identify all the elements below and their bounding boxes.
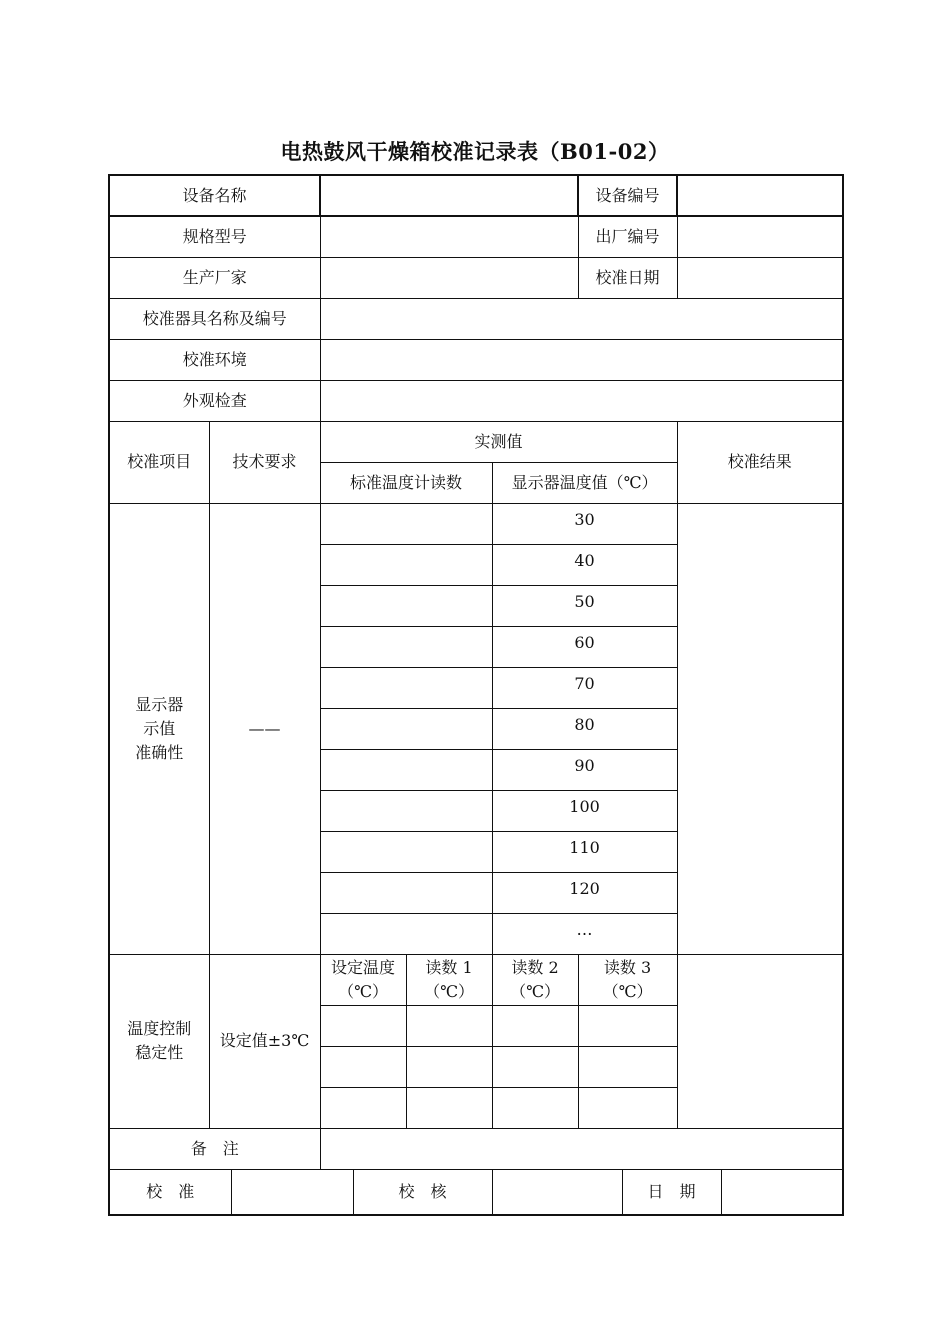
reading-1-cell[interactable] [406, 1087, 492, 1128]
header-display-value: 显示器温度值（℃） [492, 462, 677, 503]
header-std-reading: 标准温度计读数 [320, 462, 492, 503]
std-reading-cell[interactable] [320, 503, 492, 544]
environment-field[interactable] [320, 339, 843, 380]
header-result: 校准结果 [677, 421, 843, 503]
calib-date-field[interactable] [677, 257, 843, 298]
set-temp-cell[interactable] [320, 1087, 406, 1128]
result-temp-stability[interactable] [677, 954, 843, 1128]
device-name-field[interactable] [320, 175, 578, 216]
display-point: 90 [492, 749, 677, 790]
std-reading-cell[interactable] [320, 913, 492, 954]
std-reading-cell[interactable] [320, 626, 492, 667]
reading-3-cell[interactable] [578, 1046, 677, 1087]
device-no-field[interactable] [677, 175, 843, 216]
reading-3-cell[interactable] [578, 1087, 677, 1128]
set-temp-cell[interactable] [320, 1005, 406, 1046]
label-remark: 备 注 [109, 1128, 320, 1169]
checker-field[interactable] [492, 1169, 622, 1215]
label-model: 规格型号 [109, 216, 320, 257]
reading-2-cell[interactable] [492, 1087, 578, 1128]
date-field[interactable] [721, 1169, 843, 1215]
manufacturer-field[interactable] [320, 257, 578, 298]
display-point: 80 [492, 708, 677, 749]
reading-2-cell[interactable] [492, 1046, 578, 1087]
set-temp-cell[interactable] [320, 1046, 406, 1087]
calibrator-field[interactable] [231, 1169, 353, 1215]
item-temp-stability: 温度控制 稳定性 [109, 954, 209, 1128]
std-reading-cell[interactable] [320, 667, 492, 708]
label-calibrator: 校 准 [109, 1169, 231, 1215]
reading-3-cell[interactable] [578, 1005, 677, 1046]
display-point: 30 [492, 503, 677, 544]
std-reading-cell[interactable] [320, 708, 492, 749]
label-calib-date: 校准日期 [578, 257, 677, 298]
header-requirement: 技术要求 [209, 421, 320, 503]
label-checker: 校 核 [353, 1169, 492, 1215]
header-reading-2: 读数 2 （℃） [492, 954, 578, 1005]
appearance-field[interactable] [320, 380, 843, 421]
label-device-name: 设备名称 [109, 175, 320, 216]
result-display-accuracy[interactable] [677, 503, 843, 954]
label-manufacturer: 生产厂家 [109, 257, 320, 298]
label-date: 日 期 [622, 1169, 721, 1215]
std-reading-cell[interactable] [320, 544, 492, 585]
std-reading-cell[interactable] [320, 749, 492, 790]
model-field[interactable] [320, 216, 578, 257]
header-item: 校准项目 [109, 421, 209, 503]
display-point: 70 [492, 667, 677, 708]
display-point: 40 [492, 544, 677, 585]
reading-2-cell[interactable] [492, 1005, 578, 1046]
label-instrument: 校准器具名称及编号 [109, 298, 320, 339]
label-appearance: 外观检查 [109, 380, 320, 421]
std-reading-cell[interactable] [320, 872, 492, 913]
label-environment: 校准环境 [109, 339, 320, 380]
display-point: … [492, 913, 677, 954]
header-reading-3: 读数 3 （℃） [578, 954, 677, 1005]
instrument-field[interactable] [320, 298, 843, 339]
item-display-accuracy: 显示器 示值 准确性 [109, 503, 209, 954]
display-point: 60 [492, 626, 677, 667]
label-factory-no: 出厂编号 [578, 216, 677, 257]
remark-field[interactable] [320, 1128, 843, 1169]
calibration-form-table [108, 174, 844, 1216]
std-reading-cell[interactable] [320, 790, 492, 831]
factory-no-field[interactable] [677, 216, 843, 257]
display-point: 100 [492, 790, 677, 831]
display-point: 120 [492, 872, 677, 913]
label-device-no: 设备编号 [578, 175, 677, 216]
display-point: 50 [492, 585, 677, 626]
header-reading-1: 读数 1 （℃） [406, 954, 492, 1005]
display-point: 110 [492, 831, 677, 872]
header-measured: 实测值 [320, 421, 677, 462]
reading-1-cell[interactable] [406, 1046, 492, 1087]
requirement-setpoint: 设定值±3℃ [209, 954, 320, 1128]
form-title: 电热鼓风干燥箱校准记录表（B01-02） [280, 139, 670, 164]
std-reading-cell[interactable] [320, 585, 492, 626]
header-set-temp: 设定温度 （℃） [320, 954, 406, 1005]
std-reading-cell[interactable] [320, 831, 492, 872]
requirement-dash: —— [209, 503, 320, 954]
reading-1-cell[interactable] [406, 1005, 492, 1046]
